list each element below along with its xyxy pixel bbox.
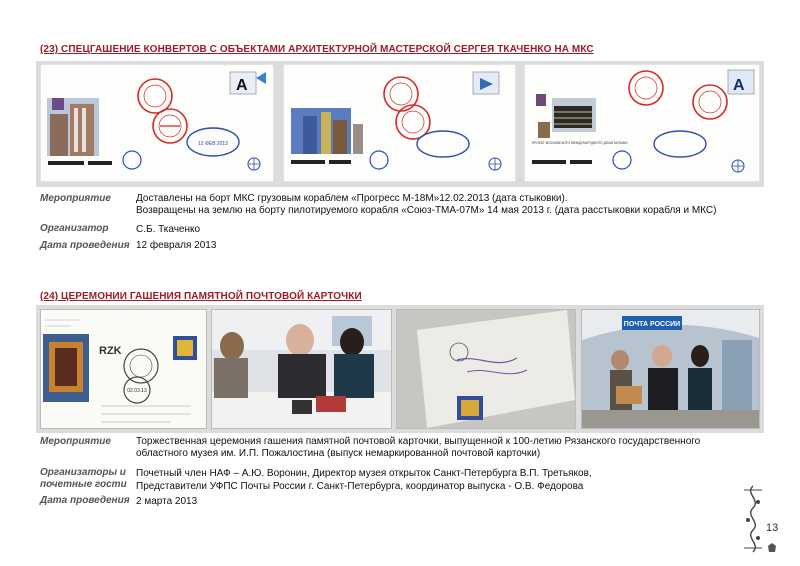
stamp-letter: A [236,77,248,94]
event-label: Мероприятие [40,193,111,204]
organizer-label: Организатор [40,223,109,234]
stamp-letter: A [733,77,745,94]
building-picture [47,98,99,156]
date-value-24: 2 марта 2013 [136,496,198,507]
organizers-label-line1: Организаторы и [40,467,126,478]
envelope-2 [283,64,516,182]
event-description-line2: Возвращены на землю на борту пилотируемого корабля «Союз-ТМА-07М» 14 мая 2013 г. (дата расстыковки корабля и МКС) [136,205,717,216]
ceremony-photo [211,309,392,429]
organizers-value-line1: Почетный член НАФ – А.Ю. Воронин, Директор музея открыток Санкт-Петербурга В.П. Третьяков, [136,468,592,479]
date-label: Дата проведения [40,240,130,251]
ornament-icon [742,484,764,554]
event-description-24-line1: Торжественная церемония гашения памятной почтовой карточки, выпущенной к 100-летию Рязанского государственного [136,436,701,447]
rzk-logo: RZK [99,345,122,357]
date-label-24: Дата проведения [40,495,130,506]
section-23-title: (23) СПЕЦГАШЕНИЕ КОНВЕРТОВ С ОБЪЕКТАМИ АРХИТЕКТУРНОЙ МАСТЕРСКОЙ СЕРГЕЯ ТКАЧЕНКО НА МКС [40,44,594,55]
eagle-emblem-icon [248,158,260,170]
post-sign-text: ПОЧТА РОССИИ [623,321,681,328]
card-closeup-photo [396,309,576,429]
date-value: 12 февраля 2013 [136,240,217,251]
section-24-title: (24) ЦЕРЕМОНИИ ГАШЕНИЯ ПАМЯТНОЙ ПОЧТОВОЙ КАРТОЧКИ [40,291,362,302]
envelope-1 [40,64,274,182]
event-label-24: Мероприятие [40,436,111,447]
event-description-24-line2: областного музея им. И.П. Пожалостина (выпуск немаркированной почтовой карточки) [136,448,541,459]
organizers-value-line2: Представители УФПС Почты России г. Санкт-Петербурга, координатор выпуска - О.В. Федорова [136,481,584,492]
blue-postmark-date: 12 ФЕВ 2013 [198,141,228,147]
postcard-image [40,309,207,429]
eagle-emblem-icon [732,160,744,172]
envelope-3 [524,64,760,182]
organizers-label-line2: почетные гости [40,479,127,490]
event-description-line1: Доставлены на борт МКС грузовым кораблем «Прогресс М-18М»12.02.2013 (дата стыковки). [136,193,568,204]
corner-emblem-icon [766,542,778,554]
envelope-caption: ПРОЕКТ МОСКОВСКОГО МЕЖДУНАРОДНОГО ДОМА МУЗЫКИ [532,141,628,145]
organizer-value: С.Б. Ткаченко [136,224,201,235]
postcard-stamp-date: 02.03.13 [127,388,147,394]
page-number: 13 [766,522,779,534]
post-office-photo [581,309,760,429]
music-house-picture [552,98,596,132]
eagle-emblem-icon [489,158,501,170]
